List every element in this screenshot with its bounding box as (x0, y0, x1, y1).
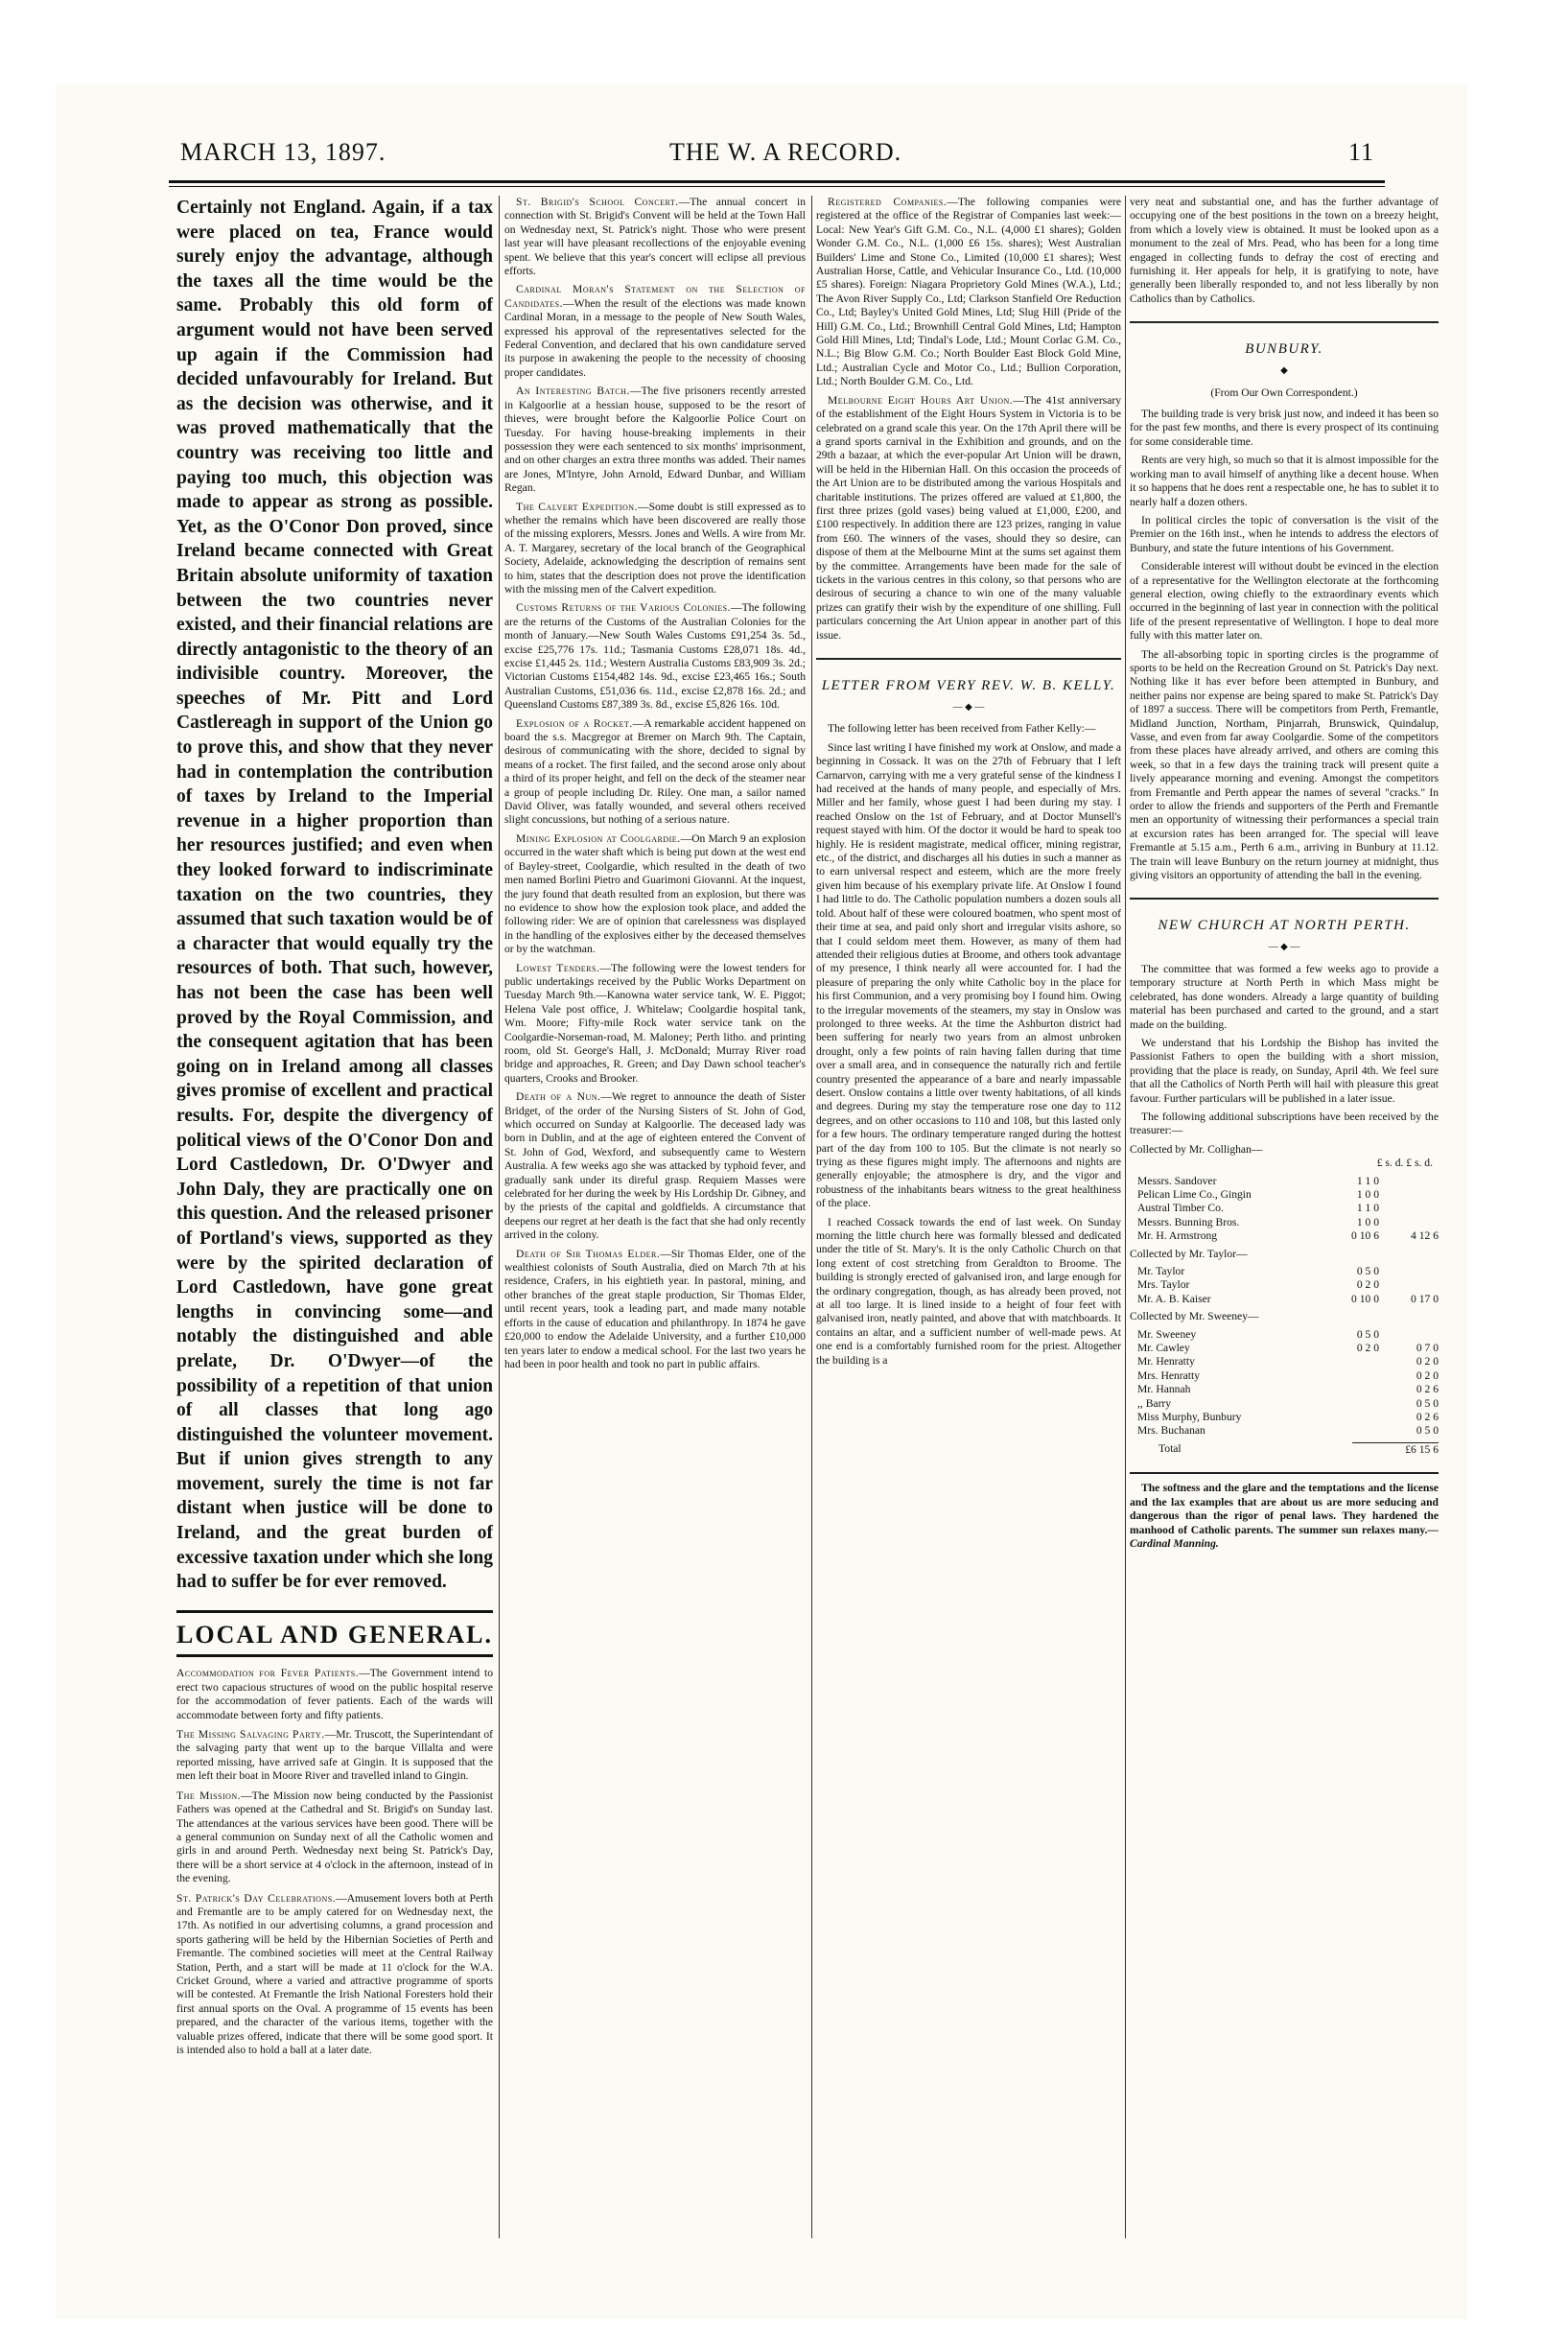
amount-individual: 1 0 0 (1356, 1187, 1379, 1201)
news-body: —The Mission now being conducted by the Passionist Fathers was opened at the Cathedral and St. Brigid's on Sunday last. The attendances at the various services have been good. There will be a general communion on Sunday next of all the Catholic women and girls in and around Perth. Wednesday next being St. Patrick's Day, there will be a short service at 4 o'clock in the afternoon, instead of in the evening. (176, 1789, 493, 1885)
amount-individual (1320, 1411, 1379, 1424)
subscriber-name: Mr. Sweeney (1137, 1327, 1197, 1341)
subscriber-name: Mr. H. Armstrong (1137, 1229, 1218, 1243)
subscription-row (1130, 1328, 1439, 1342)
subscriptions-table (1130, 1328, 1439, 1438)
bunbury-paragraph: In political circles the topic of conversation is the visit of the Premier on the 16th inst., when he intends to address the electors of Bunbury, and state the future intentions of his Government. (1130, 513, 1439, 554)
amount-individual: 0 10 6 (1351, 1229, 1379, 1243)
amount-individual: 0 5 0 (1356, 1327, 1379, 1341)
subscriptions-table (1130, 1265, 1439, 1306)
news-body: —A remarkable accident happened on board the s.s. Macgregor at Bremer on March 9th. The Captain, desirous of communicating with the shore, decided to signal by means of a rocket. The first failed, and the second arose only about a third of its proper height, and fell on the deck of the steamer near a group of people including Dr. Riley. One man, a sailor named David Oliver, was fatally wounded, and several others received slight concussions, but nothing of a serious nature. (504, 716, 806, 827)
church-paragraph: We understand that his Lordship the Bishop has invited the Passionist Fathers to open the building with a short mission, providing that the place is ready, on Sunday, April 4th. We feel sure that all the Catholics of North Perth will hail with pleasure this great favour. Further particulars will be published in a later issue. (1130, 1036, 1439, 1105)
amount-individual (1320, 1383, 1379, 1396)
amount-individual: 0 2 0 (1356, 1278, 1379, 1292)
currency-header: £ s. d. £ s. d. (1376, 1157, 1433, 1170)
news-body: —The following companies were registered at the office of the Registrar of Companies last week:—Local: New Year's Gift G.M. Co., N.L. (4,000 £1 shares); Golden Wonder G.M. Co., N.L. (1,000 £6 15s. shares); West Australian Builders' Lime and Stone Co., Limited (10,000 £1 shares); West Australian Horse, Cattle, and Vehicular Insurance Co., Ltd. (10,000 £5 shares). Foreign: Niagara Proprietory Gold Mines (W.A.), Ltd.; The Avon River Supply Co., Ltd; Clarkson Stanfield Ore Reduction Co., Ltd; Bayley's United Gold Mines, Ltd; Slug Hill (Pride of the Hill) G.M. Co., Ltd.; Brownhill Central Gold Mines, Ltd; Hampton Gold Hill Mines, Ltd; Tindal's Lode, Ltd.; Mount Corlac G.M. Co., N.L.; Big Blow G.M. Co.; North Boulder East Block Gold Mine, Ltd.; Australian Cycle and Motor Co., Ltd.; Bullion Corporation, Ltd.; North Boulder G.M. Co., Ltd. (816, 196, 1121, 388)
amount-individual: 0 5 0 (1356, 1265, 1379, 1277)
column-rule (1125, 196, 1126, 2238)
subscriber-name: Mr. Taylor (1137, 1265, 1185, 1277)
letter-paragraph: I reached Cossack towards the end of last week. On Sunday morning the little church here was formally blessed and dedicated under the title of St. Mary's. It is the only Catholic Church on that long extent of cost stretching from Geraldton to Broome. The building is strongly erected of galvanised iron, and large enough for the ordinary congregation, though, as has already been proved, not at all too large. It is lined inside to a height of four feet with galvanised iron, neatly painted, and above that with matchboards. It contains an altar, and a sufficient number of well-made pews. At one end is a comfortably furnished room for the priest. Altogether the building is a (816, 1215, 1121, 1367)
news-item (504, 196, 806, 278)
section-heading: LOCAL AND GENERAL. (176, 1610, 493, 1658)
news-body: —The following are the returns of the Customs of the Australian Colonies for the month of January.—New South Wales Customs £91,254 3s. 5d., excise £25,776 17s. 11d.; Tasmania Customs £28,071 18s. 4d., excise £1,445 2s. 11d.; Western Australia Customs £83,909 3s. 2d.; Victorian Customs £154,482 14s. 9d., excise £23,465 16s.; South Australian Customs, £51,036 6s. 11d., excise £2,878 16s. 2d.; and Queensland Customs £87,389 3s. 8d., excise £5,826 16s. 10d. (504, 601, 806, 712)
news-heading: Lowest Tenders. (516, 961, 600, 974)
news-item (816, 394, 1121, 643)
subscriber-name: Mrs. Buchanan (1137, 1424, 1205, 1438)
amount-individual (1320, 1397, 1379, 1411)
news-heading: Melbourne Eight Hours Art Union. (828, 393, 1014, 407)
news-item (504, 601, 806, 712)
news-item (504, 717, 806, 828)
subscription-row (1130, 1202, 1439, 1215)
article-divider (1130, 321, 1439, 323)
subscriptions-table (1130, 1175, 1439, 1244)
subscription-row (1130, 1397, 1439, 1411)
subscription-row (1130, 1369, 1439, 1383)
column-rule (499, 196, 500, 2238)
news-body: —Some doubt is still expressed as to whether the remains which have been discovered are really those of the missing explorers, Messrs. Jones and Wells. A wire from Mr. A. T. Margarey, secretary of the local branch of the Geographical Society, Adelaide, acknowledging the description of remains sent to him, states that the description does not prove the identification with the missing men of the Calvert expedition. (504, 500, 806, 596)
subscription-row (1130, 1216, 1439, 1229)
news-body: —When the result of the elections was made known Cardinal Moran, in a message to the people of New South Wales, expressed his approval of the representatives selected for the Federal Convention, and declared that his own candidature served its purpose in awakening the people to the necessity of choosing proper candidates. (504, 296, 806, 379)
news-heading: Death of a Nun. (516, 1090, 601, 1104)
total-label: Total (1158, 1442, 1182, 1456)
collector-label: Collected by Mr. Taylor— (1130, 1247, 1248, 1260)
amount-individual (1320, 1424, 1379, 1438)
subscription-row (1130, 1355, 1439, 1368)
amount-subtotal: 0 2 6 (1416, 1383, 1439, 1396)
header-rule (169, 180, 1385, 183)
bunbury-heading: BUNBURY. (1245, 341, 1323, 358)
newspaper-title: THE W. A RECORD. (669, 138, 902, 166)
news-body: —The five prisoners recently arrested in Kalgoorlie at a hessian house, supposed to be the resort of thieves, were brought before the Kalgoorlie Police Court on Tuesday. For having house-breaking implements in their possession they were each sentenced to six months' imprisonment, and on other charges an extra three months was added. Their names are Jones, M'Intyre, John Arnold, Edward Dunbar, and William Regan. (504, 385, 806, 495)
news-item (504, 385, 806, 495)
collector-label: Collected by Mr. Sweeney— (1130, 1310, 1259, 1323)
news-item (504, 1090, 806, 1242)
subscription-row (1130, 1265, 1439, 1278)
letter-heading: LETTER FROM VERY REV. W. B. KELLY. (821, 678, 1116, 693)
subscription-row (1130, 1342, 1439, 1355)
news-body: —We regret to announce the death of Sister Bridget, of the order of the Nursing Sisters of St. John of God, which occurred on Sunday at Kalgoorlie. The deceased lady was born in Dublin, and at the age of eighteen entered the Convent of St. John of God, Wexford, and subsequently came to Western Australia. A few weeks ago she was attacked by typhoid fever, and gradually sank under its direful grasp. Requiem Masses were celebrated for her during the week by His Lordship Dr. Gibney, and by the priests of the capital and goldfields. A circumstance that deepens our regret at her death is the fact that she had only recently arrived in the colony. (504, 1090, 806, 1242)
ornament-divider: ◆ (1280, 365, 1288, 377)
column-2 (504, 196, 806, 2238)
news-body: —The annual concert in connection with St. Brigid's Convent will be held at the Town Hall on Wednesday next, St. Patrick's night. Those who were present last year will have pleasant recollections of the enjoyable evening spent. We believe that this year's concert will eclipse all previous efforts. (504, 196, 806, 278)
subscriber-name: Mr. Hannah (1137, 1383, 1191, 1396)
amount-individual: 0 10 0 (1351, 1292, 1379, 1305)
news-body: —Amusement lovers both at Perth and Fremantle are to be amply catered for on Wednesday next, the 17th. As notified in our advertising columns, a grand procession and sports gathering will be held by the Hibernian Societies of Perth and Fremantle. The combined societies will meet at the Central Railway Station, Perth, and a start will be made at 11 o'clock for the W.A. Cricket Ground, where a varied and attractive programme of sports will be contested. At Fremantle the Irish National Foresters hold their first annual sports on the Oval. A programme of 15 events has been prepared, and the character of the various items, together with the valuable prizes offered, indicate that there will be some good sport. It is intended also to hold a ball at a later date. (176, 1891, 493, 2056)
amount-subtotal: 0 2 0 (1416, 1355, 1439, 1368)
news-heading: The Mission. (176, 1789, 242, 1802)
amount-subtotal (1379, 1328, 1439, 1342)
amount-individual: 1 1 0 (1356, 1202, 1379, 1215)
quote-text: The softness and the glare and the temptations and the license and the lax examples that are about us are more seducing and dangerous than the rigor of penal laws. They hardened the manhood of Catholic parents. The summer sun relaxes many. (1130, 1482, 1439, 1536)
news-body: —The Government intend to erect two capacious structures of wood on the public hospital reserve for the accommodation of fever patients. Each of the wards will accommodate between forty and fifty patients. (176, 1667, 493, 1721)
news-item (504, 832, 806, 957)
masthead (56, 138, 1467, 176)
subscription-row (1130, 1293, 1439, 1306)
amount-individual: 1 1 0 (1356, 1174, 1379, 1187)
subscriber-name: Messrs. Bunning Bros. (1137, 1215, 1240, 1228)
ornament-divider: — ◆ — (1268, 942, 1300, 953)
amount-subtotal: 0 17 0 (1411, 1292, 1439, 1305)
subscriber-name: Austral Timber Co. (1137, 1202, 1224, 1215)
subscriber-name: ,, Barry (1137, 1396, 1172, 1410)
column-3 (816, 196, 1121, 2238)
subscriber-name: Messrs. Sandover (1137, 1174, 1217, 1187)
bunbury-paragraph: Rents are very high, so much so that it is almost impossible for the working man to avail himself of anything like a decent house. When it so happens that he does rent a respectable one, he has to sublet it to nearly half a dozen others. (1130, 454, 1439, 508)
news-body: —Mr. Truscott, the Superintendant of the salvaging party that went up to the barque Villalta and were reported missing, have arrived safe at Gingin. It is supposed that the men left their boat in Moore River and travelled inland to Gingin. (176, 1728, 493, 1783)
news-item (816, 196, 1121, 389)
total-row (1130, 1442, 1439, 1457)
bunbury-paragraph: Considerable interest will without doubt be evinced in the election of a representative for the Wellington electorate at the forthcoming general election, owing chiefly to the extraordinary events which occurred in the beginning of last year in connection with the political life of the present representative of Wellington. I hope to deal more fully with this matter later on. (1130, 560, 1439, 643)
newspaper-page (56, 84, 1467, 2319)
news-body: —Sir Thomas Elder, one of the wealthiest colonists of South Australia, died on March 7th at his residence, Crafers, in his eightieth year. In pastoral, mining, and other branches of the great staple production, Sir Thomas Elder, until recent years, took a leading part, and made many notable efforts in the cause of education and philanthropy. In 1874 he gave £20,000 to endow the Adelaide University, and a further £10,000 ten years later to endow a medical school. For the last two years he had been in poor health and took no part in public affairs. (504, 1247, 806, 1370)
news-body: —The 41st anniversary of the establishment of the Eight Hours System in Victoria is to be celebrated on a grand scale this year. On the 17th April there will be a grand sports carnival in the Exhibition and grounds, and on the 29th a bazaar, at which the ever-popular Art Union will be drawn, will be held in the Hibernian Hall. On this occasion the proceeds of the Art Union are to be distributed among the various Hospitals and charitable institutions. The prizes offered are valued at £1,800, the first three prizes (gold vases) being valued at £1,000, £200, and £100 respectively. In addition there are 123 prizes, ranging in value from £60. The winners of the vases, should they so desire, can dispose of them at the Melbourne Mint at the sums set against them by the committee. Arrangements have been made for the sale of tickets in the various centres in this colony, so that persons who are desirous of securing a chance to win one of the many valuable prizes can gratify their wish by the expenditure of one shilling. Full particulars concerning the Art Union appear in another part of this issue. (816, 393, 1121, 642)
news-item (176, 1667, 493, 1722)
news-heading: Accommodation for Fever Patients. (176, 1667, 360, 1680)
article-divider (816, 658, 1121, 660)
subscriber-name: Mr. A. B. Kaiser (1137, 1292, 1211, 1305)
church-paragraph: The following additional subscriptions have been received by the treasurer:— (1130, 1110, 1439, 1137)
total-value: £6 15 6 (1352, 1442, 1439, 1457)
church-heading: NEW CHURCH AT NORTH PERTH. (1158, 918, 1411, 934)
bunbury-paragraph: The all-absorbing topic in sporting circles is the programme of sports to be held on the Recreation Ground on St. Patrick's Day next. Nothing like it has ever before been attempted in Bunbury, and neither pains nor expense are being spared to make St. Patrick's Day of 1897 a success. There will be competitors from Perth, Fremantle, Midland Junction, Northam, Pinjarrah, Brunswick, Quindalup, Vasse, and even from far away Coolgardie. Some of the competitors from these places have already arrived, and others are coming this week, so that in a few days the training track will present quite a lively appearance morning and evening. Amongst the competitors from Fremantle and Perth appear the names of several "cracks." In order to allow the friends and supporters of the Perth and Fremantle men an opportunity of witnessing their performances a special train at excursion rates has been arranged for. The special will leave Fremantle at 5.15 a.m., Perth 6 a.m., arriving in Bunbury at 11.12. The train will leave Bunbury on the return journey at midnight, thus giving visitors an opportunity of attending the ball in the evening. (1130, 647, 1439, 882)
amount-subtotal (1379, 1278, 1439, 1292)
news-heading: Explosion of a Rocket. (516, 716, 633, 730)
amount-subtotal (1379, 1265, 1439, 1278)
subscription-row (1130, 1411, 1439, 1424)
subscription-row (1130, 1424, 1439, 1438)
amount-subtotal: 0 7 0 (1416, 1342, 1439, 1355)
news-heading: St. Patrick's Day Celebrations. (176, 1891, 337, 1905)
closing-quote (1130, 1482, 1439, 1551)
article-divider (1130, 1472, 1439, 1474)
subscriber-name: Pelican Lime Co., Gingin (1137, 1187, 1252, 1201)
subscriptions-total (1130, 1442, 1439, 1457)
amount-subtotal (1379, 1175, 1439, 1188)
amount-subtotal (1379, 1216, 1439, 1229)
amount-individual (1320, 1369, 1379, 1383)
ornament-divider: — ◆ — (952, 702, 985, 713)
amount-subtotal: 4 12 6 (1411, 1229, 1439, 1243)
letter-intro: The following letter has been received from Father Kelly:— (828, 722, 1096, 736)
news-heading: Cardinal Moran's Statement on the Selection of Candidates. (504, 283, 806, 310)
subscription-row (1130, 1229, 1439, 1243)
news-heading: St. Brigid's School Concert. (516, 196, 679, 208)
news-body: —On March 9 an explosion occurred in the water shaft which is being put down at the west end of Bayley-street, Coolgardie, which resulted in the death of two men named Borlini Pietro and Guarimoni Giovanni. At the inquest, the jury found that death resulted from an explosion, but there was no evidence to show how the explosion took place, and added the following rider: We are of opinion that carelessness was displayed in the handling of the explosives either by the deceased themselves or by the watchman. (504, 831, 806, 956)
page-number: 11 (1348, 138, 1375, 166)
subscription-row (1130, 1383, 1439, 1396)
news-heading: The Missing Salvaging Party. (176, 1728, 325, 1742)
news-item (504, 1248, 806, 1372)
amount-subtotal (1379, 1188, 1439, 1202)
editorial-paragraph: Certainly not England. Again, if a tax were placed on tea, France would surely enjoy the advantage, although the taxes all the time would be the same. Probably this old form of argument would not have been served up again if the Commission had decided unfavourably for Ireland. But as the decision was otherwise, and it was proved mathematically that the country was receiving too little and paying too much, this objection was made to appear as strong as possible. Yet, as the O'Conor Don proved, since Ireland became connected with Great Britain absolute uniformity of taxation between the two countries never existed, and their financial relations are directly antagonistic to the theory of an indivisible country. Moreover, the speeches of Mr. Pitt and Lord Castlereagh in support of the Union go to prove this, and show that they never had in contemplation the contribution of taxes by Ireland to the Imperial revenue in a higher proportion than her resources justified; and even when they looked forward to indiscriminate taxation on the two countries, they assumed that such taxation would be of a character that would equally try the resources of both. That such, however, has not been the case has been well proved by the Royal Commission, and the consequent agitation that has been going on in Ireland among all classes gives promise of excellent and practical results. For, despite the divergency of political views of the O'Conor Don and Lord Castledown, Dr. O'Dwyer and John Daly, they are practically one on this question. And the released prisoner of Portland's views, supported as they were by the spirited declaration of Lord Castledown, have gone great lengths in convincing some—and notably the distinguished and able prelate, Dr. O'Dwyer—of the possibility of a repetition of that union of all classes that long ago distinguished the volunteer movement. But if union gives strength to any movement, surely the time is not far distant when justice will be done to Ireland, and the great burden of excessive taxation under which she long had to suffer be for ever removed. (176, 198, 493, 1593)
continued-paragraph: very neat and substantial one, and has the further advantage of occupying one of the best positions in the town on a breezy height, from which a lovely view is obtained. It must be looked upon as a monument to the zeal of Mrs. Pead, who has been for a long time engaged in collecting funds to defray the cost of erecting and furnishing it. Her appeals for help, it is gratifying to note, have generally been liberally responded to, and not less liberally by non Catholics than by Catholics. (1130, 196, 1439, 305)
news-heading: Mining Explosion at Coolgardie. (516, 831, 681, 845)
column-1 (176, 196, 493, 2238)
news-heading: An Interesting Batch. (516, 385, 630, 398)
bunbury-paragraph: The building trade is very brisk just now, and indeed it has been so for the past few months, and there is every prospect of its continuing for some considerable time. (1130, 408, 1439, 448)
correspondent-line: (From Our Own Correspondent.) (1210, 386, 1358, 399)
amount-subtotal: 0 2 0 (1416, 1368, 1439, 1382)
column-4 (1130, 196, 1439, 2238)
subscription-row (1130, 1175, 1439, 1188)
subscriber-name: Mr. Cawley (1137, 1342, 1190, 1355)
local-news (176, 1667, 493, 2057)
subscriber-name: Mr. Henratty (1137, 1355, 1195, 1368)
column-rule (811, 196, 812, 2238)
article-divider (1130, 898, 1439, 900)
news-item (176, 1728, 493, 1784)
issue-date: MARCH 13, 1897. (180, 138, 386, 166)
subscriber-name: Miss Murphy, Bunbury (1137, 1411, 1242, 1424)
church-paragraph: The committee that was formed a few weeks ago to provide a temporary structure at North Perth in which Mass might be celebrated, has done wonders. Already a large quantity of building material has been purchased and carted to the ground, and a start made on the building. (1130, 962, 1439, 1031)
amount-individual (1320, 1355, 1379, 1368)
news-item (504, 501, 806, 597)
news-body: —The following were the lowest tenders for public undertakings received by the Public Works Department on Tuesday March 9th.—Kanowna water service tank, W. E. Piggot; Helena Vale post office, J. Whitelaw; Coolgardie hospital tank, Wm. Moore; Fifty-mile Rock water service tank on the Coolgardie-Norseman-road, M. Maloney; Perth litho. and printing room, old St. George's Hall, J. McDonald; Murray River road bridge and approaches, R. Green; and Day Dawn school teacher's quarters, Crooks and Brooker. (504, 961, 806, 1085)
news-item (176, 1789, 493, 1886)
news-heading: The Calvert Expedition. (516, 500, 638, 513)
amount-subtotal: 0 5 0 (1416, 1424, 1439, 1438)
subscription-row (1130, 1188, 1439, 1202)
amount-subtotal: 0 2 6 (1416, 1411, 1439, 1424)
amount-individual: 1 0 0 (1356, 1215, 1379, 1228)
subscriber-name: Mrs. Henratty (1137, 1368, 1201, 1382)
amount-individual: 0 2 0 (1356, 1342, 1379, 1355)
letter-paragraph: Since last writing I have finished my work at Onslow, and made a beginning in Cossack. It was on the 27th of February that I left Carnarvon, carrying with me a very grateful sense of the kindness I had received at the hands of many people, and especially of Mrs. Miller and her family, whose guest I had been during my stay. I reached Onslow on the 1st of February, and at Doctor Munsell's request stayed with him. Of the doctor it would be hard to speak too highly. He is resident magistrate, medical officer, mining registrar, etc., of the district, and discharges all his duties in such a manner as to earn universal respect and esteem, which are the more freely given him because of his exemplary private life. At Onslow I found I had little to do. The Catholic population numbers a dozen souls all told. About half of these were coloured boatmen, who spent most of their time at sea, and paid only short and irregular visits ashore, so that I could seldom meet them. However, as many of them had attended their religious duties at Broome, and others took advantage of my presence, I think nearly all were accounted for. I had the pleasure of preparing the only white Catholic boy in the place for his first Communion, and a very promising boy I found him. Owing to the irregular movements of the steamers, my stay in Onslow was prolonged to three weeks. At the time the Ashburton district had been suffering for nearly two years from an almost unbroken drought, only a few points of rain having fallen during that time over a small area, and in consequence the naturally rich and fertile country presented the appearance of a bare and nearly impassable desert. Onslow contains a little over twenty habitations, of all kinds and degrees. During my stay the temperature rose one day to 112 degrees, and on other occasions to 110 and 108, but this lasted only for a few hours. The ordinary temperature ranged during the hottest part of the day from 100 to 105. But the climate is not nearly so trying as these figures might imply. The afternoons and nights are generally enjoyable; the atmosphere is dry, and the vigor and robustness of the inhabitants bears witness to the great healthiness of the place. (816, 740, 1121, 1210)
collector-label: Collected by Mr. Collighan— (1130, 1142, 1263, 1156)
news-item (504, 962, 806, 1087)
news-heading: Customs Returns of the Various Colonies. (516, 601, 731, 615)
amount-subtotal: 0 5 0 (1416, 1396, 1439, 1410)
amount-subtotal (1379, 1202, 1439, 1215)
news-heading: Registered Companies. (828, 196, 948, 208)
news-item (504, 283, 806, 380)
subscriber-name: Mrs. Taylor (1137, 1278, 1190, 1292)
subscription-row (1130, 1278, 1439, 1292)
quote-source: —Cardinal Manning. (1130, 1523, 1439, 1550)
news-heading: Death of Sir Thomas Elder. (516, 1247, 661, 1260)
news-item (176, 1892, 493, 2058)
header-rule-thin (169, 186, 1385, 187)
